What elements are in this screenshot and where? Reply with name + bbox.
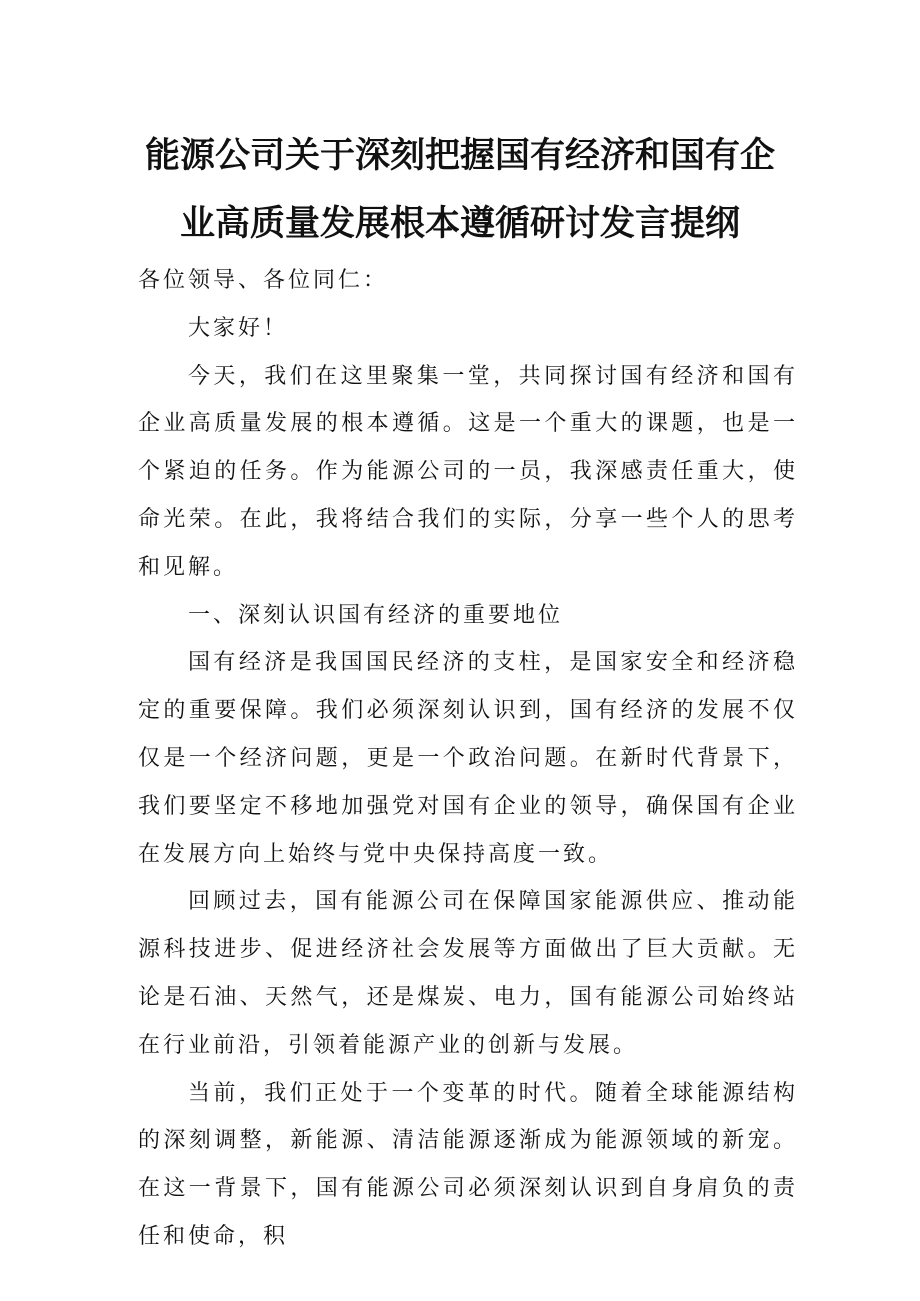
document-body bbox=[138, 257, 798, 1261]
greeting: 大家好！ bbox=[188, 315, 289, 341]
paragraph-intro: 今天，我们在这里聚集一堂，共同探讨国有经济和国有企业高质量发展的根本遵循。这是一个重大的课题，也是一个紧迫的任务。作为能源公司的一员，我深感责任重大，使命光荣。在此，我将结合我们的实际，分享一些个人的思考和见解。 bbox=[138, 363, 798, 580]
section-heading-1: 一、深刻认识国有经济的重要地位 bbox=[188, 602, 564, 628]
document-title-line-2: 业高质量发展根本遵循研讨发言提纲 bbox=[179, 204, 740, 244]
paragraph-state-economy: 国有经济是我国国民经济的支柱，是国家安全和经济稳定的重要保障。我们必须深刻认识到，国有经济的发展不仅仅是一个经济问题，更是一个政治问题。在新时代背景下，我们要坚定不移地加强党对国有企业的领导，确保国有企业在发展方向上始终与党中央保持高度一致。 bbox=[138, 650, 798, 867]
document-title-line-1: 能源公司关于深刻把握国有经济和国有企 bbox=[144, 136, 775, 176]
paragraph-review: 回顾过去，国有能源公司在保障国家能源供应、推动能源科技进步、促进经济社会发展等方面做出了巨大贡献。无论是石油、天然气，还是煤炭、电力，国有能源公司始终站在行业前沿，引领着能源产业的创新与发展。 bbox=[138, 889, 798, 1058]
paragraph-current: 当前，我们正处于一个变革的时代。随着全球能源结构的深刻调整，新能源、清洁能源逐渐成为能源领域的新宠。在这一背景下，国有能源公司必须深刻认识到自身肩负的责任和使命，积 bbox=[138, 1080, 798, 1249]
salutation: 各位领导、各位同仁： bbox=[138, 268, 389, 293]
